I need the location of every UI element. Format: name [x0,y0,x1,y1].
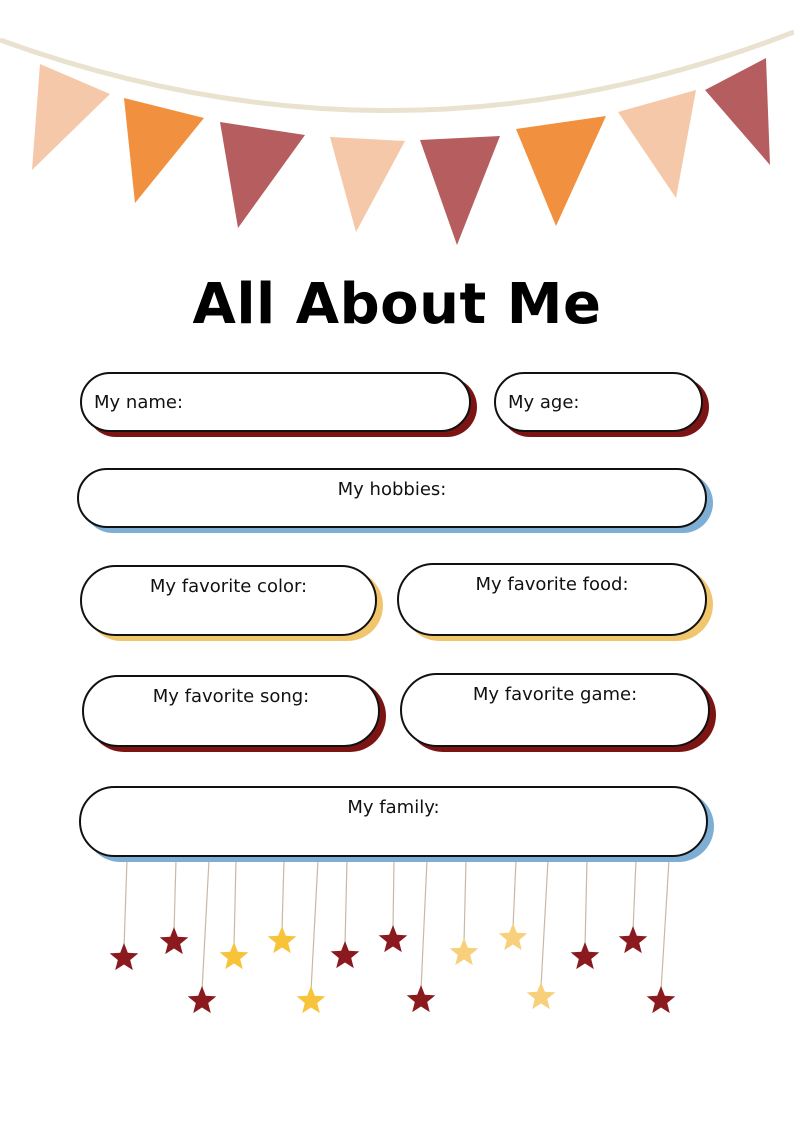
star-icon [619,926,648,953]
bunting-flag [124,98,204,203]
favorite-game-label: My favorite game: [472,684,638,705]
hobbies-label: My hobbies: [337,479,447,500]
name-label: My name: [94,392,184,413]
favorite-song-field[interactable] [82,675,380,747]
star-icon [379,925,408,952]
star-icon [297,986,326,1013]
star-string [633,860,636,931]
favorite-food-field[interactable] [397,563,707,636]
star-string [124,860,127,948]
star-string [311,860,318,991]
page-title: All About Me [192,272,602,337]
star-icon [527,982,556,1009]
star-icon [407,985,436,1012]
bunting-flag [220,122,305,228]
bunting-flag [516,116,606,226]
star-icon [647,986,676,1013]
star-icon [110,943,139,970]
star-string [282,860,284,931]
star-string [421,860,427,990]
favorite-color-field[interactable] [80,565,377,636]
favorite-color-label: My favorite color: [149,576,308,597]
star-string [345,860,347,946]
star-string [513,860,516,928]
hobbies-field[interactable] [77,468,707,528]
bunting-flag [330,137,405,232]
age-field[interactable] [494,372,703,432]
star-string [174,860,176,932]
star-string [661,860,669,991]
star-icon [220,942,249,969]
family-label: My family: [347,797,440,818]
star-icon [160,927,189,954]
favorite-song-label: My favorite song: [152,686,310,707]
star-string [234,860,236,947]
bunting-flag [32,64,110,170]
bunting-flag [420,136,500,245]
age-label: My age: [508,392,580,413]
hanging-stars [110,860,676,1013]
bunting-flag [705,58,770,165]
name-field[interactable] [80,372,471,432]
star-icon [268,926,297,953]
star-string [541,860,548,987]
star-icon [571,942,600,969]
family-field[interactable] [79,786,708,857]
star-icon [188,986,217,1013]
favorite-food-label: My favorite food: [475,574,629,595]
star-icon [331,941,360,968]
favorite-game-field[interactable] [400,673,710,747]
bunting-garland [0,32,794,245]
star-icon [450,938,479,965]
star-string [585,860,587,947]
star-string [393,860,394,930]
star-icon [499,923,528,950]
bunting-flag [618,90,696,198]
star-string [464,860,466,943]
star-string [202,860,209,991]
